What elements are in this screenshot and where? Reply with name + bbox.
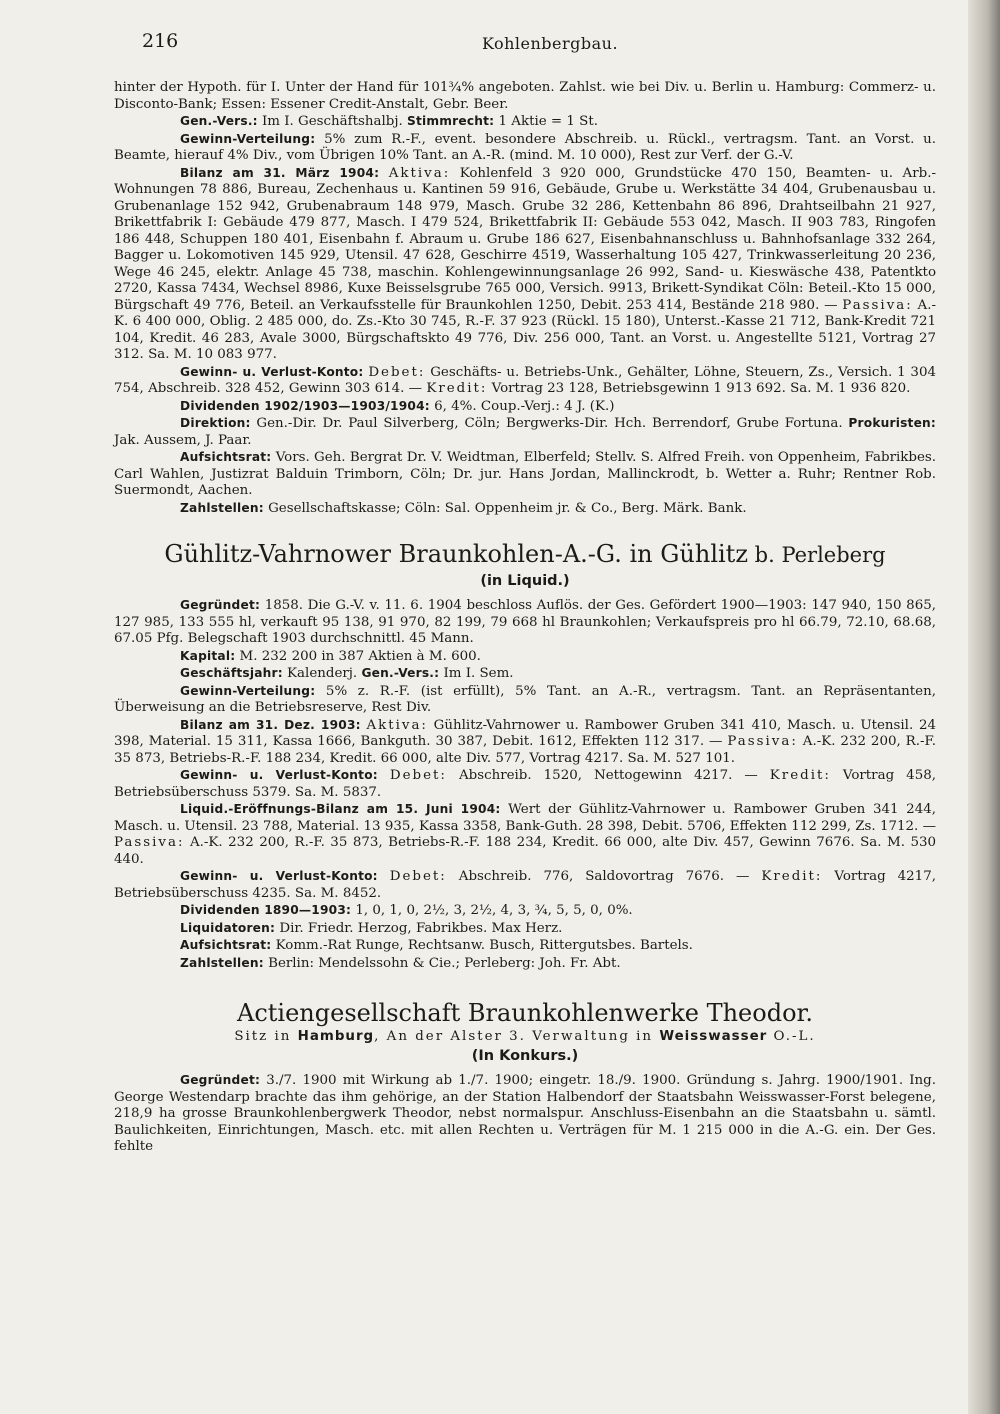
- label-gewinn-verteilung: Gewinn-Verteilung:: [180, 131, 316, 146]
- article1-genvers: Gen.-Vers.: Im I. Geschäftshalbj. Stimmrecht: 1 Aktie = 1 St.: [180, 114, 598, 129]
- label-aufsichtsrat: Aufsichtsrat:: [180, 938, 272, 952]
- label-guv: Gewinn- u. Verlust-Konto:: [180, 364, 364, 379]
- label-kapital: Kapital:: [180, 648, 236, 663]
- article1-direktion: Direktion: Gen.-Dir. Dr. Paul Silverberg, Cöln; Bergwerks-Dir. Hch. Berrendorf, Grube Fortuna. Prokuristen: Jak. Aussem, J. Paar.: [114, 416, 937, 448]
- article3-status: (In Konkurs.): [471, 1048, 579, 1064]
- label-zahlstellen: Zahlstellen:: [180, 955, 264, 970]
- article2-liquidatoren: Liquidatoren: Dir. Friedr. Herzog, Fabrikbes. Max Herz.: [180, 920, 563, 936]
- label-bilanz: Bilanz am 31. März 1904:: [180, 165, 380, 180]
- article2-dividenden: Dividenden 1890—1903: 1, 0, 1, 0, 2½, 3, 2½, 4, 3, ¾, 5, 5, 0, 0%.: [180, 903, 633, 918]
- label-liquid-bilanz: Liquid.-Eröffnungs-Bilanz am 15. Juni 1904:: [180, 802, 501, 816]
- article2-aufsichtsrat: Aufsichtsrat: Komm.-Rat Runge, Rechtsanw. Busch, Rittergutsbes. Bartels.: [180, 938, 693, 953]
- article2-bilanz: Bilanz am 31. Dez. 1903: Aktiva: Gühlitz-Vahrnower u. Rambower Gruben 341 410, Masch. u. Utensil. 24 398, Material. 15 311, Kassa 1666, Bankguth. 30 387, Debit. 1612, Effekten 112 317. — Passiva: A.-K. 232 200, R.-F. 35 873, Betriebs-R.-F. 188 234, Kredit. 66 000, alte Div. 577, Vortrag 4217. Sa. M. 527 101.: [114, 717, 936, 766]
- label-dividenden: Dividenden 1902/1903—1903/1904:: [180, 398, 430, 413]
- running-title: Kohlenbergbau.: [481, 34, 619, 53]
- article3-title: Actiengesellschaft Braunkohlenwerke Theodor.: [237, 999, 813, 1027]
- page-header: [140, 30, 960, 58]
- label-aufsichtsrat: Aufsichtsrat:: [180, 450, 272, 464]
- label-stimmrecht: Stimmrecht:: [407, 114, 495, 128]
- article1-dividenden: Dividenden 1902/1903—1903/1904: 6, 4%. Coup.-Verj.: 4 J. (K.): [180, 398, 615, 414]
- label-genvers: Gen.-Vers.:: [180, 114, 258, 128]
- article2-kapital: Kapital: M. 232 200 in 387 Aktien à M. 600.: [180, 648, 481, 664]
- label-zahlstellen: Zahlstellen:: [180, 500, 264, 515]
- article1-guv: Gewinn- u. Verlust-Konto: Debet: Geschäfts- u. Betriebs-Unk., Gehälter, Löhne, Steuern, Zs., Versich. 1 304 754, Abschreib. 328 452, Gewinn 303 614. — Kredit: Vortrag 23 128, Betriebsgewinn 1 913 692. Sa. M. 1 936 820.: [114, 364, 936, 396]
- label-liquidatoren: Liquidatoren:: [180, 920, 276, 935]
- label-bilanz: Bilanz am 31. Dez. 1903:: [180, 717, 361, 732]
- label-gewinn-verteilung: Gewinn-Verteilung:: [180, 683, 316, 698]
- label-prokuristen: Prokuristen:: [848, 416, 937, 430]
- seat-city: Hamburg: [297, 1029, 375, 1044]
- page-number: 216: [142, 30, 179, 52]
- article1-aufsichtsrat: Aufsichtsrat: Vors. Geh. Bergrat Dr. V. Weidtman, Elberfeld; Stellv. S. Alfred Freih. von Oppenheim, Fabrikbes. Carl Wahlen, Justizrat Balduin Trimborn, Cöln; Dr. jur. Hans Jordan, Mallinckrodt, b. Wetter a. Ruhr; Rentner Rob. Suermondt, Aachen.: [114, 450, 936, 498]
- admin-city: Weisswasser: [659, 1029, 768, 1044]
- article2-gewinn: Gewinn-Verteilung: 5% z. R.-F. (ist erfüllt), 5% Tant. an A.-R., vertragsm. Tant. an Repräsentanten, Überweisung an die Betriebsreserve, Rest Div.: [114, 683, 936, 715]
- label-guv: Gewinn- u. Verlust-Konto:: [180, 768, 378, 782]
- label-guv: Gewinn- u. Verlust-Konto:: [180, 869, 378, 883]
- article1-gewinn: Gewinn-Verteilung: 5% zum R.-F., event. besondere Abschreib. u. Rückl., vertragsm. Tant. an Vorst. u. Beamte, hierauf 4% Div., vom Übrigen 10% Tant. an A.-R. (mind. M. 10 000), Rest zur Verf. der G.-V.: [114, 131, 936, 163]
- article1-bilanz: Bilanz am 31. März 1904: Aktiva: Kohlenfeld 3 920 000, Grundstücke 470 150, Beamten- u. Arb.-Wohnungen 78 886, Bureau, Zechenhaus u. Kantinen 59 916, Gebäude, Grube u. Werkstätte 34 404, Grubenausbau u. Grubenanlage 152 942, Grubenabraum 148 979, Masch. Grube 32 286, Kettenbahn 86 896, Drahtseilbahn 21 927, Brikettfabrik I: Gebäude 479 877, Masch. I 479 524, Brikettfabrik II: Gebäude 553 042, Masch. II 903 783, Ringofen 186 448, Schuppen 180 401, Eisenbahn f. Abraum u. Grube 186 627, Eisenbahnanschluss u. Bahnhofsanlage 332 264, Bagger u. Lokomotiven 145 929, Utensil. 47 628, Geschirre 4519, Wasserhaltung 105 427, Trinkwasserleitung 20 236, Wege 46 245, elektr. Anlage 45 738, maschin. Kohlengewinnungsanlage 26 992, Sand- u. Kieswäsche 438, Patentkto 2720, Kassa 7434, Wechsel 8986, Kuxe Beisselsgrube 765 000, Versich. 9913, Brikett-Syndikat Cöln: Beteil.-Kto 15 000, Bürgschaft 49 776, Beteil. an Verkaufsstelle für Braunkohlen 1250, Debit. 253 414, Bestände 218 980. — Passiva: A.-K. 6 400 000, Oblig. 2 485 000, do. Zs.-Kto 30 745, R.-F. 37 923 (Rückl. 15 180), Unterst.-Kasse 21 712, Bank-Kredit 721 104, Kredit. 46 283, Avale 3000, Bürgschaftskto 49 776, Div. 256 000, Tant. an Vorst. u. Angestellte 5121, Vortrag 27 312. Sa. M. 10 083 977.: [114, 165, 936, 362]
- article2-status: (in Liquid.): [480, 573, 570, 589]
- article2-title: Gühlitz-Vahrnower Braunkohlen-A.-G. in Gühlitz b. Perleberg: [164, 540, 886, 568]
- page-body: [114, 80, 936, 1156]
- label-gegruendet: Gegründet:: [180, 1073, 261, 1087]
- label-geschaeftsjahr: Geschäftsjahr:: [180, 666, 283, 680]
- article1-zahlstellen: Zahlstellen: Gesellschaftskasse; Cöln: Sal. Oppenheim jr. & Co., Berg. Märk. Bank.: [180, 500, 747, 516]
- article2-zahlstellen: Zahlstellen: Berlin: Mendelssohn & Cie.; Perleberg: Joh. Fr. Abt.: [180, 955, 621, 971]
- book-spine-shadow: [968, 0, 1000, 1414]
- article2-guv2: Gewinn- u. Verlust-Konto: Debet: Abschreib. 776, Saldovortrag 7676. — Kredit: Vortrag 4217, Betriebsüberschuss 4235. Sa. M. 8452.: [114, 869, 936, 901]
- label-genvers: Gen.-Vers.:: [361, 666, 440, 680]
- article2-geschaeftsjahr: Geschäftsjahr: Kalenderj. Gen.-Vers.: Im I. Sem.: [180, 666, 514, 681]
- article3-seat: Sitz in Hamburg, An der Alster 3. Verwaltung in Weisswasser O.-L.: [234, 1029, 816, 1044]
- article1-intro: hinter der Hypoth. für I. Unter der Hand für 101¾% angeboten. Zahlst. wie bei Div. u. Berlin u. Hamburg: Commerz- u. Disconto-Bank; Essen: Essener Credit-Anstalt, Gebr. Beer.: [114, 80, 936, 112]
- label-gegruendet: Gegründet:: [180, 598, 261, 612]
- label-direktion: Direktion:: [180, 416, 251, 430]
- label-dividenden: Dividenden 1890—1903:: [180, 903, 352, 917]
- article3-gegruendet: Gegründet: 3./7. 1900 mit Wirkung ab 1./7. 1900; eingetr. 18./9. 1900. Gründung s. Jahrg. 1900/1901. Ing. George Westendarp brachte das ihm gehörige, an der Station Halbendorf der Staatsbahn Weisswasser-Forst belegene, 218,9 ha grosse Braunkohlenbergwerk Theodor, nebst normalspur. Anschluss-Eisenbahn an die Staatsbahn u. sämtl. Baulichkeiten, Einrichtungen, Masch. etc. mit allen Rechten u. Verträgen für M. 1 215 000 in die A.-G. ein. Der Ges. fehlte: [114, 1073, 936, 1154]
- article2-gegruendet: Gegründet: 1858. Die G.-V. v. 11. 6. 1904 beschloss Auflös. der Ges. Gefördert 1900—1903: 147 940, 150 865, 127 985, 133 555 hl, verkauft 95 138, 91 970, 82 199, 79 668 hl Braunkohlen; Verkaufspreis pro hl 66.79, 72.10, 68.68, 67.05 Pfg. Belegschaft 1903 durchschnittl. 45 Mann.: [114, 598, 936, 646]
- article2-liquid-bilanz: Liquid.-Eröffnungs-Bilanz am 15. Juni 1904: Wert der Gühlitz-Vahrnower u. Rambower Gruben 341 244, Masch. u. Utensil. 23 788, Material. 13 935, Kassa 3358, Bank-Guth. 28 398, Debit. 5706, Effekten 112 299, Zs. 1712. — Passiva: A.-K. 232 200, R.-F. 35 873, Betriebs-R.-F. 188 234, Kredit. 66 000, alte Div. 457, Gewinn 7676. Sa. M. 530 440.: [114, 802, 936, 867]
- article2-guv: Gewinn- u. Verlust-Konto: Debet: Abschreib. 1520, Nettogewinn 4217. — Kredit: Vortrag 458, Betriebsüberschuss 5379. Sa. M. 5837.: [114, 768, 936, 800]
